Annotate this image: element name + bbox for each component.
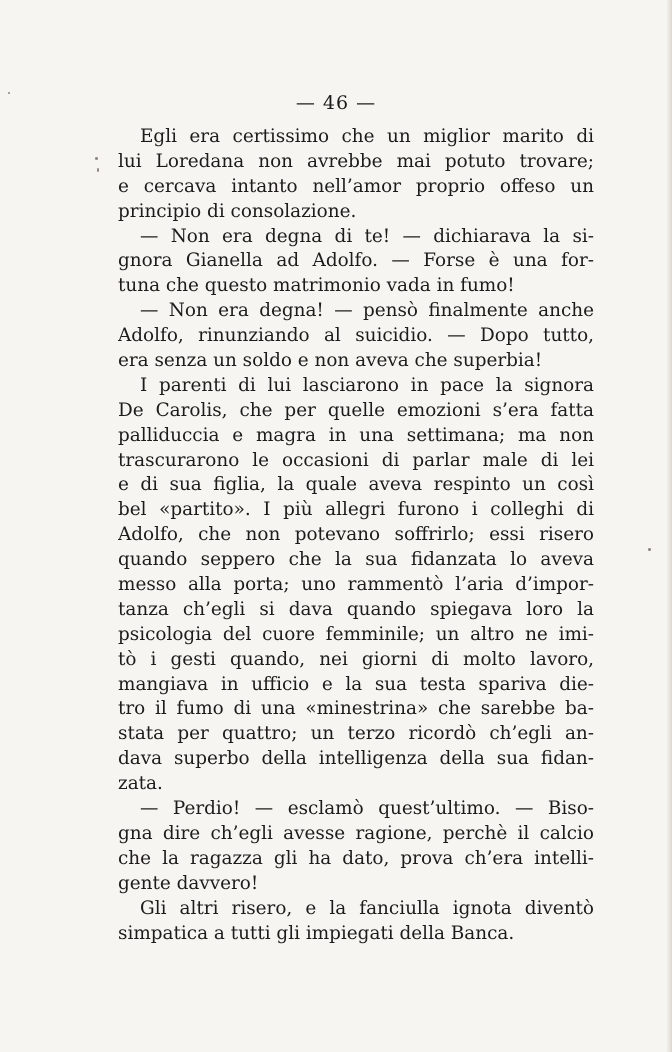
text-line: — Perdio! — esclamò quest’ultimo. — Biso-	[140, 798, 594, 820]
text-line: gna dire ch’egli avesse ragione, perchè il calcio	[118, 822, 594, 844]
ink-speck	[648, 548, 651, 551]
ink-speck	[97, 168, 99, 172]
text-line: e di sua figlia, la quale aveva respinto un così	[118, 474, 594, 496]
text-line: principio di consolazione.	[118, 200, 357, 222]
text-line: I parenti di lui lasciarono in pace la signora	[140, 374, 594, 396]
text-line: gnora Gianella ad Adolfo. — Forse è una for-	[118, 250, 594, 272]
text-line: dava superbo della intelligenza della sua fidan-	[118, 748, 594, 770]
text-line: quando seppero che la sua fidanzata lo aveva	[118, 549, 594, 571]
text-line: Adolfo, che non potevano soffrirlo; essi risero	[118, 524, 594, 546]
text-line: palliduccia e magra in una settimana; ma non	[118, 424, 594, 446]
ink-speck	[95, 157, 98, 160]
text-line: mangiava in ufficio e la sua testa spariva die-	[118, 673, 594, 695]
text-line: tuna che questo matrimonio vada in fumo!	[118, 275, 515, 297]
text-line: messo alla porta; uno rammentò l’aria d’impor-	[118, 574, 594, 596]
text-line: psicologia del cuore femminile; un altro ne imi-	[118, 623, 594, 645]
text-line: e cercava intanto nell’amor proprio offeso un	[118, 175, 594, 197]
text-line: Adolfo, rinunziando al suicidio. — Dopo tutto,	[118, 325, 594, 347]
text-line: gente davvero!	[118, 872, 259, 894]
text-line: zata.	[118, 773, 163, 795]
text-line: tro il fumo di una «minestrina» che sarebbe ba-	[118, 698, 594, 720]
page-edge-shadow	[666, 0, 672, 1052]
text-line: simpatica a tutti gli impiegati della Banca.	[118, 922, 515, 944]
body-text	[118, 125, 594, 946]
text-line: trascurarono le occasioni di parlar male di lei	[118, 449, 594, 471]
page-number: — 46 —	[295, 92, 377, 114]
text-line: bel «partito». I più allegri furono i colleghi di	[118, 499, 594, 521]
text-line: lui Loredana non avrebbe mai potuto trovare;	[118, 150, 594, 172]
text-line: era senza un soldo e non aveva che superbia!	[118, 350, 543, 372]
text-line: Egli era certissimo che un miglior marito di	[140, 126, 594, 147]
text-line: — Non era degna di te! — dichiarava la si-	[140, 225, 594, 247]
text-line: De Carolis, che per quelle emozioni s’era fatta	[118, 399, 594, 421]
text-line: stata per quattro; un terzo ricordò ch’egli an-	[118, 723, 594, 745]
text-line: tò i gesti quando, nei giorni di molto lavoro,	[118, 648, 594, 670]
text-line: — Non era degna! — pensò finalmente anche	[140, 300, 594, 322]
text-line: che la ragazza gli ha dato, prova ch’era intelli-	[118, 847, 594, 869]
text-line: tanza ch’egli si dava quando spiegava loro la	[118, 598, 594, 620]
text-line: Gli altri risero, e la fanciulla ignota diventò	[140, 897, 594, 919]
